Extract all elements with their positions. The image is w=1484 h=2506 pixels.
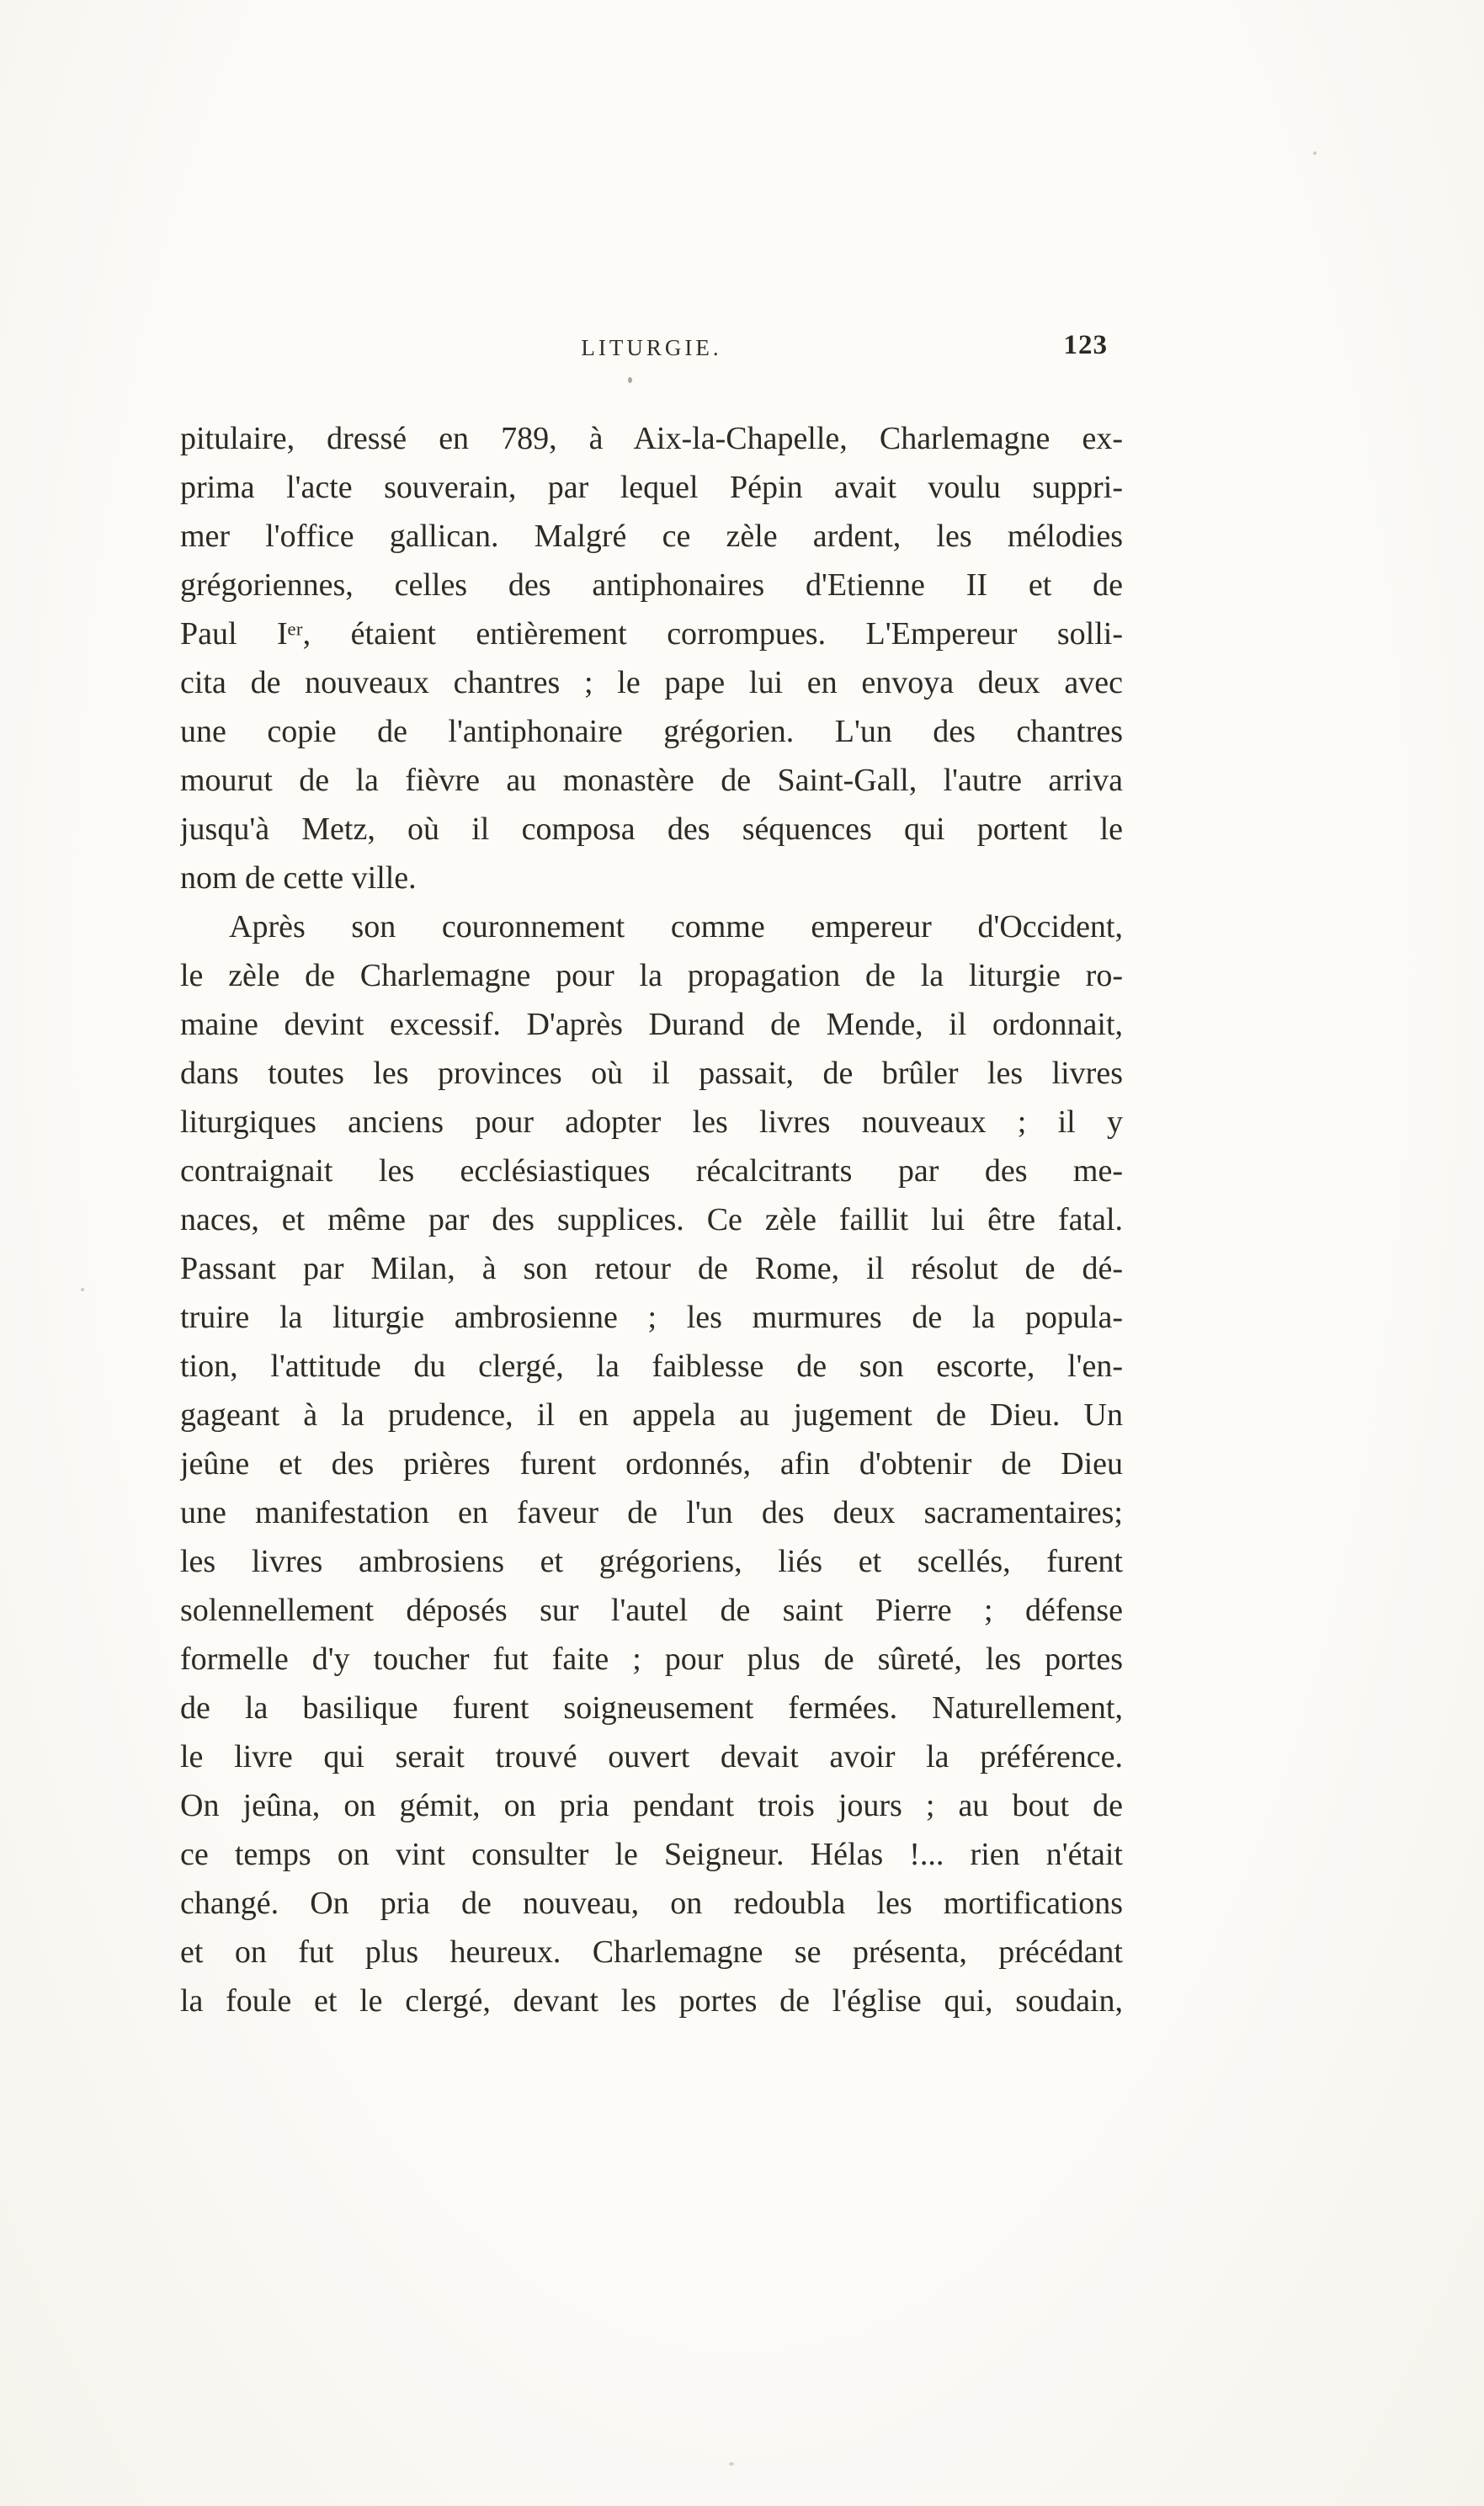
text-line: jeûne et des prières furent ordonnés, afin d'obtenir de Dieu: [180, 1446, 1123, 1482]
text-line: prima l'acte souverain, par lequel Pépin avait voulu suppri-: [180, 470, 1123, 505]
text-block: [180, 414, 1123, 2025]
text-line: cita de nouveaux chantres ; le pape lui en envoya deux avec: [180, 665, 1123, 700]
text-line: le livre qui serait trouvé ouvert devait avoir la préférence.: [180, 1739, 1123, 1774]
text-line: une manifestation en faveur de l'un des deux sacramentaires;: [180, 1495, 1123, 1530]
text-line: truire la liturgie ambrosienne ; les murmures de la popula-: [180, 1300, 1123, 1335]
text-line: Passant par Milan, à son retour de Rome, il résolut de dé-: [180, 1251, 1123, 1286]
ink-speck: [628, 377, 632, 383]
page-number: 123: [1063, 330, 1108, 360]
page-header: [180, 330, 1123, 375]
text-line: le zèle de Charlemagne pour la propagation de la liturgie ro-: [180, 958, 1123, 993]
text-line: la foule et le clergé, devant les portes de l'église qui, soudain,: [180, 1983, 1123, 2019]
text-line: jusqu'à Metz, où il composa des séquences qui portent le: [180, 811, 1123, 847]
text-line: maine devint excessif. D'après Durand de Mende, il ordonnait,: [180, 1007, 1123, 1042]
text-line: contraignait les ecclésiastiques récalcitrants par des me-: [180, 1153, 1123, 1189]
text-line: gageant à la prudence, il en appela au jugement de Dieu. Un: [180, 1397, 1123, 1433]
paragraph: [180, 902, 1123, 2025]
ink-speck: [1313, 152, 1316, 155]
text-line: changé. On pria de nouveau, on redoubla les mortifications: [180, 1886, 1123, 1921]
text-line: de la basilique furent soigneusement fermées. Naturellement,: [180, 1690, 1123, 1726]
text-line: formelle d'y toucher fut faite ; pour plus de sûreté, les portes: [180, 1641, 1123, 1677]
text-line: une copie de l'antiphonaire grégorien. L'un des chantres: [180, 714, 1123, 749]
text-line: mourut de la fièvre au monastère de Saint-Gall, l'autre arriva: [180, 763, 1123, 798]
text-line: Paul Iᵉʳ, étaient entièrement corrompues. L'Empereur solli-: [180, 616, 1123, 652]
text-line: naces, et même par des supplices. Ce zèle faillit lui être fatal.: [180, 1202, 1123, 1237]
text-line: les livres ambrosiens et grégoriens, liés et scellés, furent: [180, 1544, 1123, 1579]
text-line: mer l'office gallican. Malgré ce zèle ardent, les mélodies: [180, 519, 1123, 554]
ink-speck: [729, 2462, 734, 2466]
text-line: solennellement déposés sur l'autel de saint Pierre ; défense: [180, 1593, 1123, 1628]
text-line: ce temps on vint consulter le Seigneur. Hélas !... rien n'était: [180, 1837, 1123, 1872]
text-line: dans toutes les provinces où il passait, de brûler les livres: [180, 1056, 1123, 1091]
running-title: LITURGIE.: [581, 335, 722, 360]
text-line: pitulaire, dressé en 789, à Aix-la-Chapelle, Charlemagne ex-: [180, 421, 1123, 456]
text-line: Après son couronnement comme empereur d'Occident,: [229, 909, 1123, 944]
text-line: On jeûna, on gémit, on pria pendant trois jours ; au bout de: [180, 1788, 1123, 1823]
paragraph: [180, 414, 1123, 902]
text-line: liturgiques anciens pour adopter les livres nouveaux ; il y: [180, 1104, 1123, 1140]
text-line: et on fut plus heureux. Charlemagne se présenta, précédant: [180, 1934, 1123, 1970]
text-line: grégoriennes, celles des antiphonaires d'Etienne II et de: [180, 567, 1123, 603]
text-line: tion, l'attitude du clergé, la faiblesse de son escorte, l'en-: [180, 1349, 1123, 1384]
text-line: nom de cette ville.: [180, 860, 417, 896]
ink-speck: [81, 1288, 84, 1291]
